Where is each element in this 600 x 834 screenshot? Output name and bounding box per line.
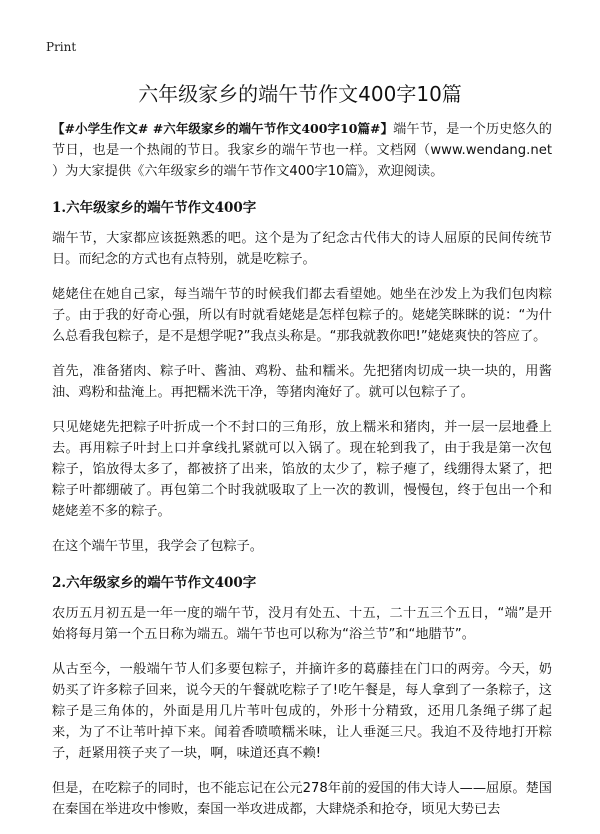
paragraph: 农历五月初五是一年一度的端午节，没月有处五、十五，二十五三个五日，“端”是开始将每月第一个五日称为端五。端午节也可以称为“浴兰节”和“地腊节”。	[52, 606, 552, 642]
intro-text: 端午节，是一个历史悠久的节日，也是一个热闹的节日。我家乡的端午节也一样。文档网（www.wendang.net ）为大家提供《六年级家乡的端午节作文400字10篇》，欢迎阅读。	[52, 122, 552, 179]
paragraph: 从古至今，一般端午节人们多要包粽子，并摘许多的葛藤挂在门口的两旁。今天，奶奶买了许多粽子回来，说今天的午餐就吃粽子了!吃午餐是，每人拿到了一条粽子，这粽子是三角体的，外面是用几片苇叶包成的，外形十分精致，还用几条绳子绑了起来，为了不让苇叶掉下来。闻着香喷喷糯米味，让人垂涎三尺。我迫不及待地打开粽子，赶紧用筷子夹了一块，啊，味道还真不赖!	[52, 662, 552, 761]
paragraph: 首先，准备猪肉、粽子叶、酱油、鸡粉、盐和糯米。先把猪肉切成一块一块的，用酱油、鸡粉和盐淹上。再把糯米洗干净，等猪肉淹好了。就可以包粽子了。	[52, 364, 552, 400]
paragraph: 只见姥姥先把粽子叶折成一个不封口的三角形，放上糯米和猪肉，并一层一层地叠上去。再用粽子叶封上口并拿线扎紧就可以入锅了。现在轮到我了，由于我是第一次包粽子，馅放得太多了，都被挤了出来，馅放的太少了，粽子瘪了，线绷得太紧了，把粽子叶都绷破了。再包第二个时我就吸取了上一次的教训，慢慢包，终于包出一个和姥姥差不多的粽子。	[52, 420, 552, 519]
intro-paragraph	[52, 118, 552, 182]
paragraph: 姥姥住在她自己家，每当端午节的时候我们都去看望她。她坐在沙发上为我们包肉粽子。由于我的好奇心强，所以有时就看姥姥是怎样包粽子的。姥姥笑眯眯的说：“为什么总看我包粽子，是不是想学呢?”我点头称是。“那我就教你吧!”姥姥爽快的答应了。	[52, 287, 552, 344]
section-heading: 1.六年级家乡的端午节作文400字	[52, 200, 257, 216]
intro-tags: 【#小学生作文# #六年级家乡的端午节作文400字10篇#】	[52, 121, 394, 136]
print-link[interactable]: Print	[46, 40, 77, 54]
paragraph: 端午节，大家都应该挺熟悉的吧。这个是为了纪念古代伟大的诗人屈原的民间传统节日。而纪念的方式也有点特别，就是吃粽子。	[52, 231, 552, 267]
page-title: 六年级家乡的端午节作文400字10篇	[138, 82, 462, 106]
article-body	[52, 118, 552, 834]
paragraph: 在这个端午节里，我学会了包粽子。	[52, 539, 263, 554]
paragraph: 但是，在吃粽子的同时，也不能忘记在公元278年前的爱国的伟大诗人——屈原。楚国在秦国在举进攻中惨败，秦国一举攻进成都，大肆烧杀和抢夺，顷见大势已去	[52, 781, 552, 817]
section-heading: 2.六年级家乡的端午节作文400字	[52, 575, 257, 591]
